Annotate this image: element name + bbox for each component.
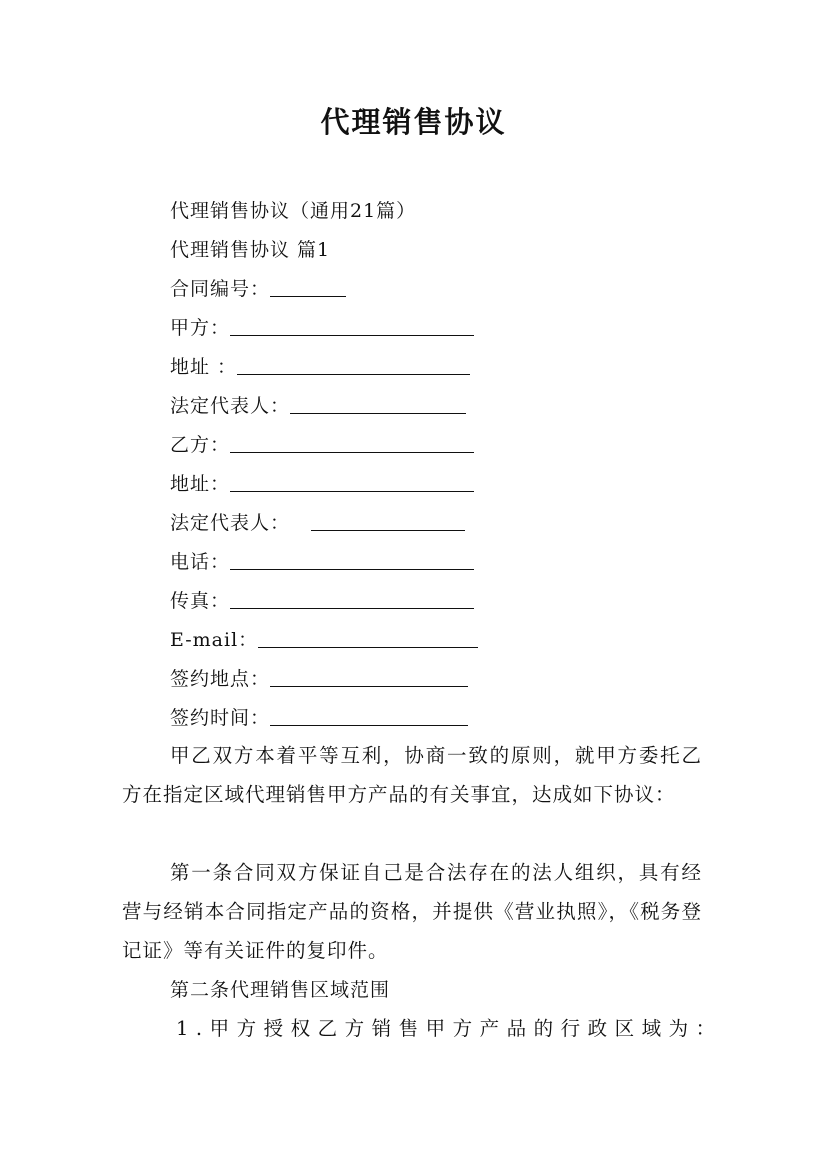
field-label: E-mail： <box>170 629 259 651</box>
blank-line <box>258 627 478 648</box>
paragraph-preamble: 甲乙双方本着平等互利，协商一致的原则，就甲方委托乙方在指定区域代理销售甲方产品的有关事宜，达成如下协议： <box>122 744 702 806</box>
article-two-heading: 第二条代理销售区域范围 <box>170 979 391 1001</box>
clause-1: 1.甲方授权乙方销售甲方产品的行政区域为： <box>176 1017 723 1040</box>
field-label: 电话： <box>170 551 231 573</box>
field-signing-place <box>170 664 468 694</box>
field-party-a <box>170 313 474 343</box>
blank-line <box>270 276 346 297</box>
field-label: 签约时间： <box>170 707 271 729</box>
field-phone <box>170 547 474 577</box>
field-fax <box>170 586 474 616</box>
field-label: 法定代表人： <box>170 512 298 534</box>
blank-line <box>237 354 470 375</box>
document-title: 代理销售协议 <box>320 105 507 139</box>
blank-line <box>311 510 465 531</box>
section-heading: 代理销售协议 篇1 <box>170 239 331 261</box>
blank-line <box>290 393 466 414</box>
blank-line <box>230 315 474 336</box>
field-label: 法定代表人： <box>170 395 291 417</box>
paragraph-article-one: 第一条合同双方保证自己是合法存在的法人组织，具有经营与经销本合同指定产品的资格，并提供《营业执照》，《税务登记证》等有关证件的复印件。 <box>122 861 702 962</box>
field-email <box>170 625 478 655</box>
blank-line <box>270 666 468 687</box>
field-address-b <box>170 469 474 499</box>
field-label: 地址： <box>170 473 231 495</box>
field-signing-time <box>170 703 468 733</box>
document-subtitle: 代理销售协议（通用21篇） <box>170 200 417 222</box>
blank-line <box>230 432 474 453</box>
field-label: 地址 ： <box>170 356 238 378</box>
field-label: 甲方： <box>170 317 231 339</box>
field-legal-rep-b <box>170 508 465 538</box>
field-label: 传真： <box>170 590 231 612</box>
blank-line <box>230 549 474 570</box>
field-label: 乙方： <box>170 434 231 456</box>
blank-line <box>230 588 474 609</box>
field-address-a <box>170 352 470 382</box>
field-label: 合同编号： <box>170 278 271 300</box>
field-label: 签约地点： <box>170 668 271 690</box>
field-contract-number <box>170 274 346 304</box>
blank-line <box>270 705 468 726</box>
blank-line <box>230 471 474 492</box>
field-legal-rep-a <box>170 391 466 421</box>
field-party-b <box>170 430 474 460</box>
